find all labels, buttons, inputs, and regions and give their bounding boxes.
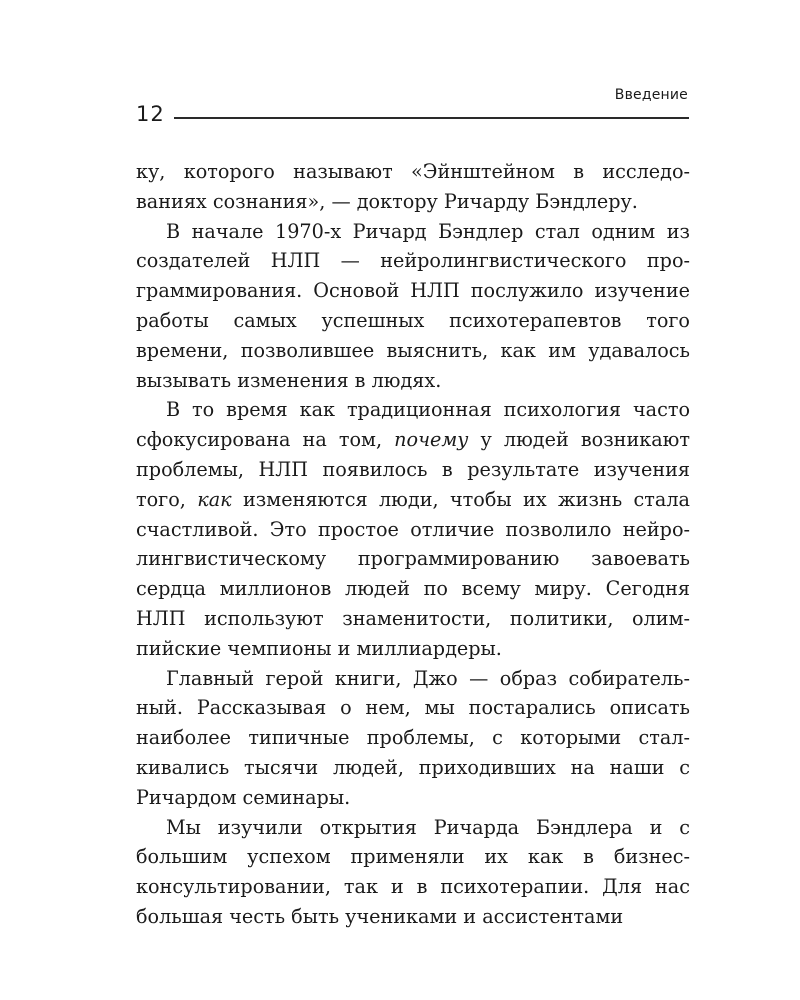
paragraph (136, 395, 690, 663)
paragraph (136, 664, 690, 813)
page-number: 12 (136, 102, 165, 126)
body-text (136, 157, 690, 932)
italic-emphasis: как (197, 487, 232, 511)
paragraph (136, 813, 690, 932)
paragraph (136, 217, 690, 396)
running-header-title: Введение (614, 87, 688, 103)
text-run: Главный герой книги, Джо — образ собирательный. Рассказывая о нем, мы постарались описать наиболее типичные проблемы, с которыми сталкивались тысячи людей, приходивших на наши с Ричардом семинары. (136, 666, 690, 809)
header-rule (174, 117, 689, 119)
text-run: у людей возникают проблемы, НЛП появилось в результате изучения того, (136, 428, 690, 511)
paragraph (136, 157, 690, 217)
text-run: В начале 1970-х Ричард Бэндлер стал одним из создателей НЛП — нейролингвистического программирования. Основой НЛП послужило изучение работы самых успешных психотерапевтов того времени, позволившее выяснить, как им удавалось вызывать изменения в людях. (136, 219, 690, 392)
text-run: ку, которого называют «Эйнштейном в исследованиях сознания», — доктору Ричарду Бэндлеру. (136, 160, 690, 213)
text-run: Мы изучили открытия Ричарда Бэндлера и с большим успехом применяли их как в бизнес-консультировании, так и в психотерапии. Для нас большая честь быть учениками и ассистентами (136, 815, 690, 928)
text-run: В то время как традиционная психология часто сфокусирована на том, (136, 398, 690, 452)
italic-emphasis: почему (394, 428, 469, 452)
text-run: изменяются люди, чтобы их жизнь стала счастливой. Это простое отличие позволило нейролингвистическому программированию завоевать сердца миллионов людей по всему миру. Сегодня НЛП используют знаменитости, политики, олимпийские чемпионы и миллиардеры. (136, 487, 690, 660)
